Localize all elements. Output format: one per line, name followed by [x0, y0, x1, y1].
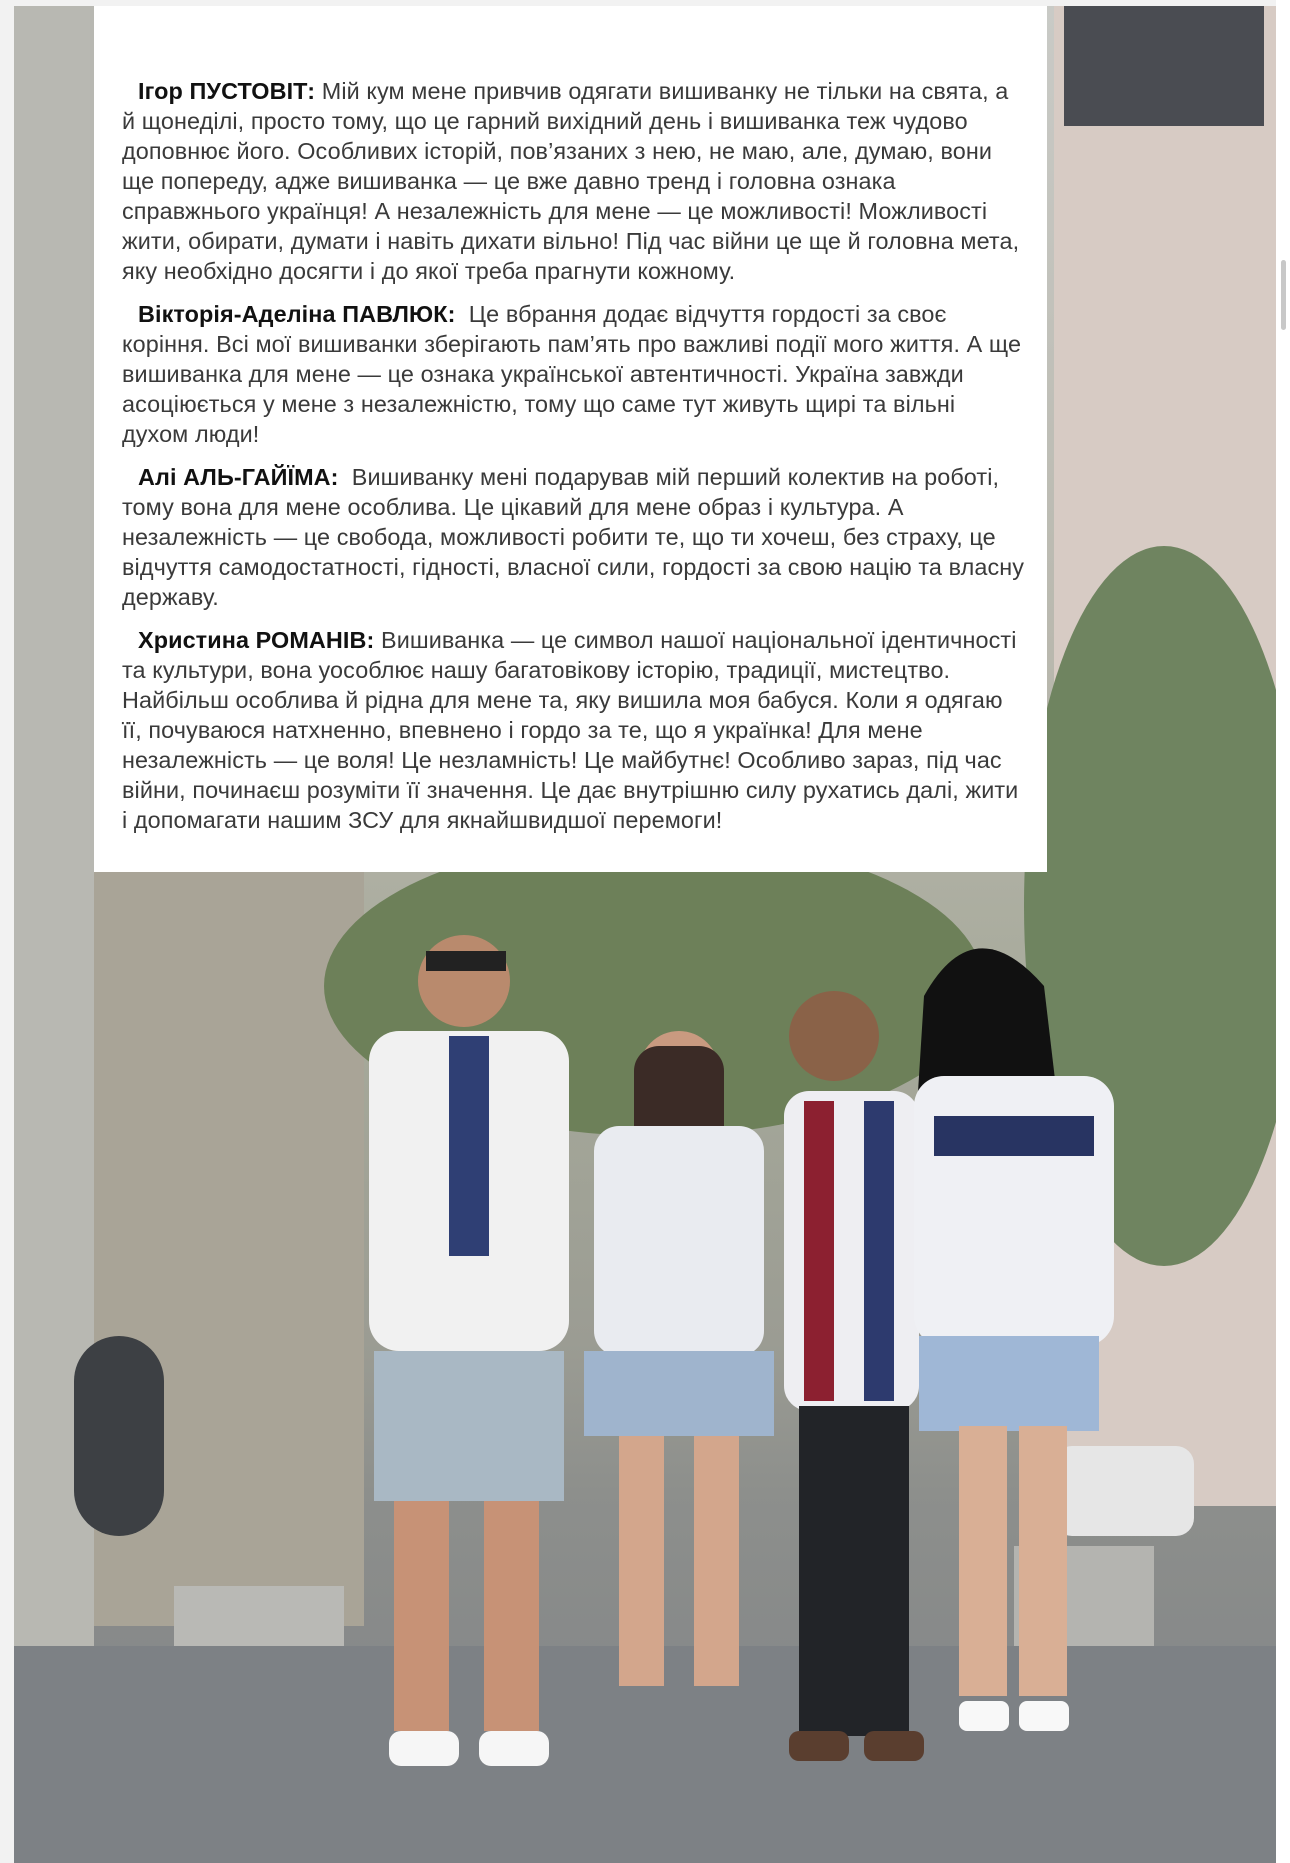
quote-text: Вишиванку мені подарував мій перший колектив на роботі, тому вона для мене особлива. Це цікавий для мене образ і культура. А незалежність — це свобода, можливості робити те, що ти хочеш, без страху, це відчуття самодостатності, гідності, власної сили, гордості за свою націю та власну державу.: [122, 464, 1025, 610]
person-1: [369, 935, 569, 1766]
person-3: [784, 991, 924, 1761]
scrollbar-thumb[interactable]: [1281, 260, 1286, 330]
parked-car: [1054, 1446, 1194, 1536]
speaker-name: Ігор ПУСТОВІТ:: [138, 78, 316, 104]
person-2: [584, 1031, 774, 1686]
quote-text: Вишиванка — це символ нашої національної ідентичності та культури, вона уособлює нашу багатовікову історію, традиції, мистецтво. Найбільш особлива й рідна для мене та, яку вишила моя бабуся. Коли я одягаю її, почуваюся натхненно, впевнено і гордо за те, що я українка! Для мене незалежність — це воля! Це незламність! Це майбутнє! Особливо зараз, під час війни, починаєш розуміти її значення. Це дає внутрішню силу рухатись далі, жити і допомагати нашим ЗСУ для якнайшвидшої перемоги!: [122, 627, 1019, 833]
quote-paragraph-3: [122, 462, 1027, 612]
speaker-name: Христина РОМАНІВ:: [138, 627, 375, 653]
article-text-panel: [94, 6, 1047, 872]
speaker-name: Алі АЛЬ-ГАЙЇМА:: [138, 464, 339, 490]
quote-paragraph-2: [122, 299, 1027, 449]
viewer-right-edge: [1276, 0, 1290, 1863]
quote-paragraph-4: [122, 625, 1027, 835]
quote-paragraph-1: [122, 76, 1027, 286]
dome: [1064, 6, 1264, 126]
arched-window: [74, 1336, 164, 1536]
quote-text: Мій кум мене привчив одягати вишиванку не тільки на свята, а й щонеділі, просто тому, що це гарний вихідний день і вишиванка теж чудово доповнює його. Особливих історій, пов’язаних з нею, не маю, але, думаю, вони ще попереду, адже вишиванка — це вже давно тренд і головна ознака справжнього українця! А незалежність для мене — це можливості! Можливості жити, обирати, думати і навіть дихати вільно! Під час війни це ще й головна мета, яку необхідно досягти і до якої треба прагнути кожному.: [122, 78, 1020, 284]
quote-text: Це вбрання додає відчуття гордості за своє коріння. Всі мої вишиванки зберігають пам’ять про важливі події мого життя. А ще вишиванка для мене — це ознака української автентичності. Україна завжди асоціюється у мене з незалежністю, тому що саме тут живуть щирі та вільні духом люди!: [122, 301, 1022, 447]
speaker-name: Вікторія-Аделіна ПАВЛЮК:: [138, 301, 456, 327]
